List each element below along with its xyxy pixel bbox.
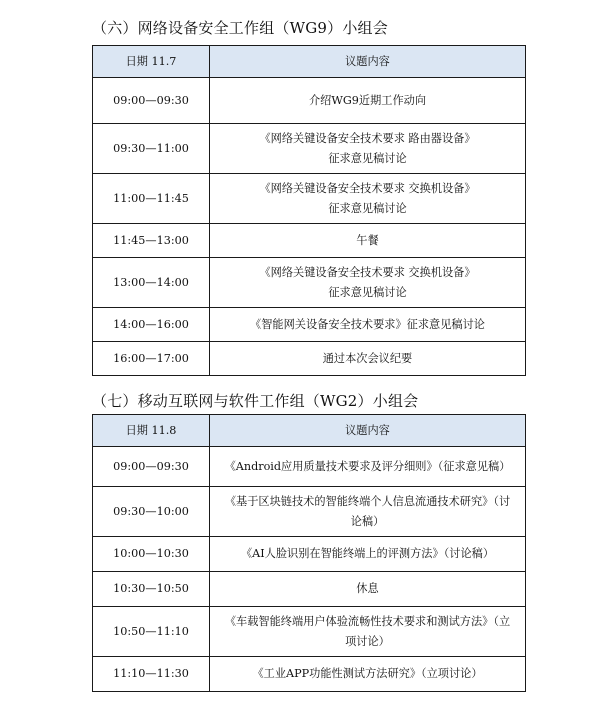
content-line: 《工业APP功能性测试方法研究》（立项讨论） — [252, 667, 483, 680]
schedule-table-wg2 — [92, 414, 526, 692]
time-cell: 10:30—10:50 — [93, 572, 210, 607]
date-header: 日期 11.7 — [93, 46, 210, 78]
content-cell — [210, 258, 526, 308]
time-cell: 09:00—09:30 — [93, 78, 210, 124]
content-line: 项讨论） — [345, 634, 390, 648]
content-line: 征求意见稿讨论 — [328, 151, 407, 165]
content-header: 议题内容 — [210, 46, 526, 78]
table-row — [93, 537, 526, 572]
time-cell: 09:00—09:30 — [93, 447, 210, 487]
content-line: 《AI人脸识别在智能终端上的评测方法》（讨论稿） — [240, 547, 495, 560]
content-line: 休息 — [356, 582, 379, 595]
content-cell — [210, 224, 526, 258]
table-row — [93, 258, 526, 308]
time-cell: 13:00—14:00 — [93, 258, 210, 308]
table-row — [93, 124, 526, 174]
table-row — [93, 447, 526, 487]
section-title-wg9: （六）网络设备安全工作组（WG9）小组会 — [92, 19, 388, 37]
content-cell — [210, 607, 526, 657]
content-header: 议题内容 — [210, 415, 526, 447]
content-line: 《基于区块链技术的智能终端个人信息流通技术研究》（讨 — [224, 494, 511, 508]
content-line: 《智能网关设备安全技术要求》征求意见稿讨论 — [250, 317, 485, 331]
content-line: 《网络关键设备安全技术要求 路由器设备》 — [259, 131, 476, 145]
content-cell — [210, 537, 526, 572]
content-cell — [210, 572, 526, 607]
time-cell: 11:45—13:00 — [93, 224, 210, 258]
table-row — [93, 174, 526, 224]
content-line: 《网络关键设备安全技术要求 交换机设备》 — [259, 181, 476, 195]
table-row — [93, 342, 526, 376]
content-cell — [210, 308, 526, 342]
content-cell — [210, 78, 526, 124]
table-row — [93, 78, 526, 124]
content-line: 论稿） — [350, 514, 385, 528]
content-line: 午餐 — [356, 233, 379, 247]
content-cell — [210, 487, 526, 537]
content-cell — [210, 447, 526, 487]
table-row — [93, 224, 526, 258]
table-row — [93, 607, 526, 657]
table-header-row — [93, 46, 526, 78]
time-cell: 10:00—10:30 — [93, 537, 210, 572]
content-cell — [210, 342, 526, 376]
table-row — [93, 657, 526, 692]
table-row — [93, 572, 526, 607]
table-row — [93, 308, 526, 342]
time-cell: 11:00—11:45 — [93, 174, 210, 224]
content-line: 通过本次会议纪要 — [322, 351, 413, 365]
content-line: 《网络关键设备安全技术要求 交换机设备》 — [259, 265, 476, 279]
time-cell: 09:30—11:00 — [93, 124, 210, 174]
content-line: 《车载智能终端用户体验流畅性技术要求和测试方法》（立 — [224, 614, 511, 628]
content-line: 介绍WG9近期工作动向 — [308, 93, 427, 107]
time-cell: 14:00—16:00 — [93, 308, 210, 342]
table-header-row — [93, 415, 526, 447]
time-cell: 11:10—11:30 — [93, 657, 210, 692]
table-row — [93, 487, 526, 537]
content-line: 征求意见稿讨论 — [328, 285, 407, 299]
time-cell: 10:50—11:10 — [93, 607, 210, 657]
content-cell — [210, 657, 526, 692]
section-title-wg2: （七）移动互联网与软件工作组（WG2）小组会 — [92, 392, 419, 410]
date-header: 日期 11.8 — [93, 415, 210, 447]
time-cell: 16:00—17:00 — [93, 342, 210, 376]
schedule-table-wg9 — [92, 45, 526, 376]
content-line: 征求意见稿讨论 — [328, 201, 407, 215]
content-line: 《Android应用质量技术要求及评分细则》（征求意见稿） — [224, 459, 511, 473]
time-cell: 09:30—10:00 — [93, 487, 210, 537]
content-cell — [210, 124, 526, 174]
content-cell — [210, 174, 526, 224]
